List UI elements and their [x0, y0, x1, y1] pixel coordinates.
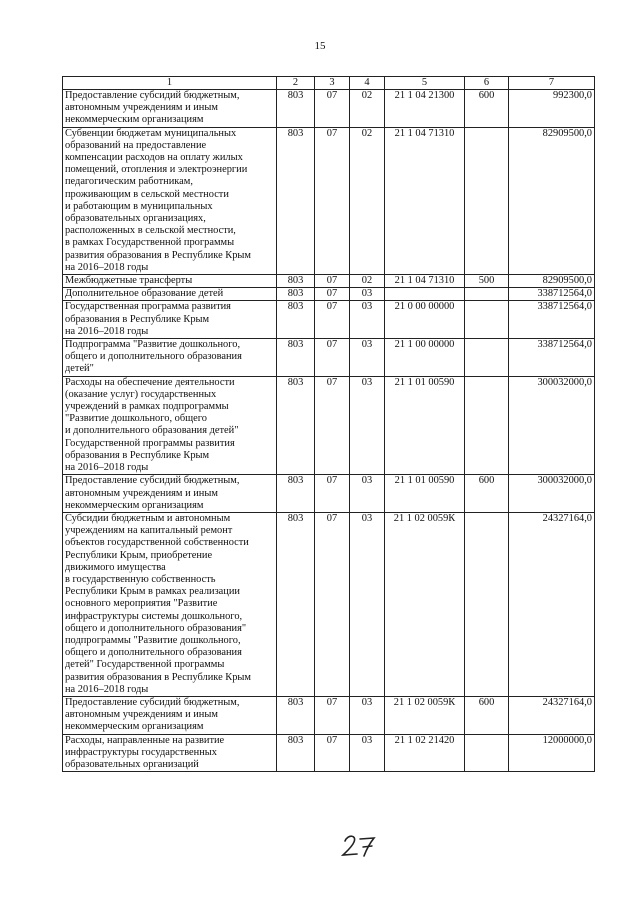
cell-name-line: Республики Крым, приобретение: [65, 549, 213, 561]
cell-name-line: объектов государственной собственности: [65, 537, 249, 549]
cell-rz: 07: [315, 734, 350, 772]
cell-name-line: некоммерческим организациям: [65, 114, 204, 126]
table-row: [63, 275, 595, 288]
cell-name-line: на 2016–2018 годы: [65, 325, 149, 337]
cell-name-line: автономным учреждениям и иным: [65, 709, 218, 721]
cell-sum: 24327164,0: [509, 696, 595, 734]
cell-pr: 03: [350, 376, 385, 475]
cell-sum: 992300,0: [509, 90, 595, 128]
cell-name-line: педагогическим работникам,: [65, 176, 193, 188]
table-row: [63, 734, 595, 772]
cell-name-line: Предоставление субсидий бюджетным,: [65, 696, 240, 708]
cell-name-line: автономным учреждениям и иным: [65, 487, 218, 499]
page-number: 15: [314, 40, 326, 52]
cell-csr: 21 1 02 0059К: [385, 696, 465, 734]
cell-gr: 803: [277, 696, 315, 734]
cell-name-line: инфраструктуры системы дошкольного,: [65, 610, 243, 622]
header-cell: 4: [350, 77, 385, 90]
cell-sum: 300032000,0: [509, 475, 595, 513]
cell-csr: 21 1 02 0059К: [385, 512, 465, 696]
cell-sum: 300032000,0: [509, 376, 595, 475]
cell-name: [63, 90, 277, 128]
cell-name: [63, 275, 277, 288]
table-body: [63, 90, 595, 772]
cell-name-line: Межбюджетные трансферты: [65, 275, 193, 287]
cell-name-line: Дополнительное образование детей: [65, 288, 224, 300]
cell-vr: [465, 288, 509, 301]
cell-rz: 07: [315, 512, 350, 696]
header-cell: 3: [315, 77, 350, 90]
cell-rz: 07: [315, 376, 350, 475]
cell-name: [63, 376, 277, 475]
cell-name: [63, 512, 277, 696]
cell-sum: 338712564,0: [509, 288, 595, 301]
cell-name-line: некоммерческим организациям: [65, 499, 204, 511]
cell-rz: 07: [315, 696, 350, 734]
cell-gr: 803: [277, 275, 315, 288]
header-cell: 1: [63, 77, 277, 90]
cell-name-line: детей" Государственной программы: [65, 659, 225, 671]
cell-name-line: Республики Крым в рамках реализации: [65, 586, 240, 598]
cell-rz: 07: [315, 288, 350, 301]
cell-vr: [465, 301, 509, 339]
header-cell: 7: [509, 77, 595, 90]
cell-vr: [465, 339, 509, 377]
table-row: [63, 696, 595, 734]
cell-name-line: образования в Республике Крым: [65, 449, 210, 461]
cell-name-line: образовательных организациях,: [65, 213, 206, 225]
cell-name-line: Подпрограмма "Развитие дошкольного,: [65, 339, 241, 351]
cell-name: [63, 475, 277, 513]
cell-vr: [465, 127, 509, 274]
cell-csr: 21 1 04 71310: [385, 275, 465, 288]
cell-vr: [465, 512, 509, 696]
cell-name-line: Расходы, направленные на развитие: [65, 734, 225, 746]
cell-name-line: и работающим в муниципальных: [65, 200, 213, 212]
cell-name-line: общего и дополнительного образования": [65, 622, 247, 634]
cell-csr: 21 1 01 00590: [385, 376, 465, 475]
cell-rz: 07: [315, 339, 350, 377]
cell-gr: 803: [277, 90, 315, 128]
cell-csr: 21 0 00 00000: [385, 301, 465, 339]
cell-csr: 21 1 02 21420: [385, 734, 465, 772]
cell-csr: 21 1 04 71310: [385, 127, 465, 274]
table-row: [63, 127, 595, 274]
cell-name: [63, 288, 277, 301]
cell-pr: 03: [350, 512, 385, 696]
cell-gr: 803: [277, 288, 315, 301]
cell-pr: 03: [350, 301, 385, 339]
cell-gr: 803: [277, 301, 315, 339]
cell-gr: 803: [277, 376, 315, 475]
cell-name-line: общего и дополнительного образования: [65, 351, 242, 363]
cell-sum: 12000000,0: [509, 734, 595, 772]
cell-name-line: на 2016–2018 годы: [65, 683, 149, 695]
header-cell: 6: [465, 77, 509, 90]
cell-rz: 07: [315, 301, 350, 339]
cell-name-line: Предоставление субсидий бюджетным,: [65, 90, 240, 101]
table-row: [63, 301, 595, 339]
cell-name: [63, 127, 277, 274]
cell-sum: 82909500,0: [509, 275, 595, 288]
table-row: [63, 475, 595, 513]
cell-sum: 24327164,0: [509, 512, 595, 696]
cell-pr: 03: [350, 288, 385, 301]
cell-name-line: в рамках Государственной программы: [65, 237, 235, 249]
cell-sum: 338712564,0: [509, 339, 595, 377]
cell-csr: 21 1 04 21300: [385, 90, 465, 128]
cell-name-line: (оказание услуг) государственных: [65, 388, 217, 400]
cell-pr: 02: [350, 275, 385, 288]
cell-csr: [385, 288, 465, 301]
cell-vr: [465, 734, 509, 772]
cell-name-line: Субвенции бюджетам муниципальных: [65, 127, 237, 139]
cell-vr: 600: [465, 696, 509, 734]
cell-name-line: Предоставление субсидий бюджетным,: [65, 475, 240, 487]
cell-name-line: расположенных в сельской местности,: [65, 225, 236, 237]
table-row: [63, 339, 595, 377]
cell-pr: 02: [350, 90, 385, 128]
cell-name-line: и дополнительного образования детей": [65, 425, 239, 437]
cell-name-line: некоммерческим организациям: [65, 721, 204, 733]
cell-vr: 600: [465, 90, 509, 128]
cell-gr: 803: [277, 339, 315, 377]
cell-name: [63, 339, 277, 377]
cell-pr: 03: [350, 475, 385, 513]
cell-pr: 03: [350, 696, 385, 734]
cell-name-line: инфраструктуры государственных: [65, 746, 217, 758]
table-row: [63, 90, 595, 128]
cell-name: [63, 301, 277, 339]
cell-vr: 500: [465, 275, 509, 288]
cell-pr: 02: [350, 127, 385, 274]
cell-sum: 82909500,0: [509, 127, 595, 274]
cell-name-line: подпрограммы "Развитие дошкольного,: [65, 634, 241, 646]
cell-csr: 21 1 01 00590: [385, 475, 465, 513]
cell-name: [63, 696, 277, 734]
cell-name-line: Субсидии бюджетным и автономным: [65, 512, 231, 524]
cell-name-line: Расходы на обеспечение деятельности: [65, 376, 235, 388]
cell-name-line: в государственную собственность: [65, 573, 216, 585]
cell-name-line: учреждениям на капитальный ремонт: [65, 525, 233, 537]
cell-name-line: развития образования в Республике Крым: [65, 671, 251, 683]
table-row: [63, 288, 595, 301]
cell-pr: 03: [350, 339, 385, 377]
cell-vr: 600: [465, 475, 509, 513]
cell-rz: 07: [315, 275, 350, 288]
cell-rz: 07: [315, 475, 350, 513]
cell-name-line: Государственная программа развития: [65, 301, 231, 313]
cell-name-line: развития образования в Республике Крым: [65, 249, 251, 261]
cell-vr: [465, 376, 509, 475]
cell-name-line: Государственной программы развития: [65, 437, 235, 449]
header-cell: 5: [385, 77, 465, 90]
cell-name-line: учреждений в рамках подпрограммы: [65, 401, 229, 413]
cell-name-line: "Развитие дошкольного, общего: [65, 413, 207, 425]
cell-rz: 07: [315, 90, 350, 128]
cell-name-line: компенсации расходов на оплату жилых: [65, 152, 243, 164]
handwritten-page-mark: [340, 832, 380, 858]
cell-name-line: проживающим в сельской местности: [65, 188, 229, 200]
cell-gr: 803: [277, 127, 315, 274]
table-header-row: [63, 77, 595, 90]
cell-gr: 803: [277, 475, 315, 513]
cell-gr: 803: [277, 512, 315, 696]
cell-name-line: на 2016–2018 годы: [65, 462, 149, 474]
cell-csr: 21 1 00 00000: [385, 339, 465, 377]
cell-rz: 07: [315, 127, 350, 274]
cell-name-line: общего и дополнительного образования: [65, 647, 242, 659]
cell-name-line: образований на предоставление: [65, 139, 207, 151]
cell-name-line: помещений, отопления и электроэнергии: [65, 164, 248, 176]
table-row: [63, 376, 595, 475]
cell-name-line: основного мероприятия "Развитие: [65, 598, 218, 610]
cell-name: [63, 734, 277, 772]
cell-name-line: детей": [65, 363, 94, 375]
cell-pr: 03: [350, 734, 385, 772]
budget-table: [62, 76, 595, 772]
cell-name-line: на 2016–2018 годы: [65, 261, 149, 273]
header-cell: 2: [277, 77, 315, 90]
cell-name-line: образовательных организаций: [65, 758, 199, 770]
cell-name-line: движимого имущества: [65, 561, 166, 573]
cell-name-line: образования в Республике Крым: [65, 313, 210, 325]
table-row: [63, 512, 595, 696]
cell-sum: 338712564,0: [509, 301, 595, 339]
cell-name-line: автономным учреждениям и иным: [65, 102, 218, 114]
cell-gr: 803: [277, 734, 315, 772]
